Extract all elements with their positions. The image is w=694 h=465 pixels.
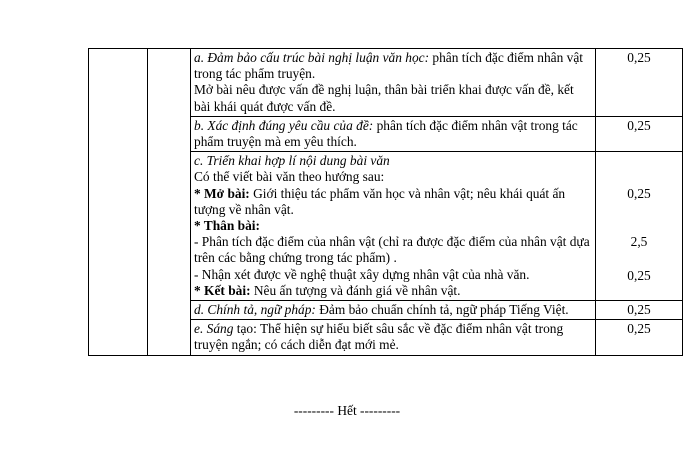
criterion-a-text: phân tích đặc điểm nhân vật trong tác phẩm truyện.: [194, 50, 584, 82]
score-b: [596, 116, 683, 151]
criterion-c-intro: Có thể viết bài văn theo hướng sau:: [194, 169, 385, 185]
than-bai-point-1: - Phân tích đặc điểm của nhân vật (chỉ ra được đặc điểm của nhân vật dựa trên các bằng chứng trong tác phẩm) .: [194, 234, 590, 266]
score-value: 0,25: [627, 302, 651, 318]
rubric-table: [88, 48, 683, 356]
empty-cell: [89, 49, 148, 356]
criterion-a-detail: Mở bài nêu được vấn đề nghị luận, thân bài triển khai được vấn đề, kết bài khái quát được vấn đề.: [194, 82, 574, 114]
score-value: 0,25: [627, 117, 651, 133]
than-bai-2-score: 0,25: [627, 268, 651, 284]
end-marker: --------- Hết ---------: [293, 403, 401, 418]
ket-bai-text: Nêu ấn tượng và đánh giá về nhân vật.: [250, 282, 461, 298]
score-e: [596, 320, 683, 355]
score-d: [596, 301, 683, 320]
criterion-b-title: b. Xác định đúng yêu cầu của đề:: [194, 117, 374, 133]
empty-cell: [148, 49, 191, 356]
criterion-e-text: tạo: Thể hiện sự hiểu biết sâu sắc về đặc điểm nhân vật trong truyện ngắn; có cách diễn đạt mới mẻ.: [194, 321, 564, 353]
table-row: [89, 49, 683, 117]
than-bai-1-score: 2,5: [630, 234, 648, 250]
criterion-b: [191, 116, 596, 151]
criterion-d: [191, 301, 596, 320]
mo-bai-text: Giới thiệu tác phẩm văn học và nhân vật; nêu khái quát ấn tượng về nhân vật.: [194, 185, 566, 217]
criterion-c: [191, 152, 596, 301]
than-bai-point-2: - Nhận xét được về nghệ thuật xây dựng nhân vật của nhà văn.: [194, 266, 530, 282]
score-value: 0,25: [627, 321, 651, 337]
criterion-c-title: c. Triển khai hợp lí nội dung bài văn: [194, 153, 390, 169]
score-value: 0,25: [627, 50, 651, 65]
criterion-d-title: d. Chính tả, ngữ pháp:: [194, 302, 316, 318]
than-bai-label: * Thân bài:: [194, 218, 260, 234]
criterion-e: [191, 320, 596, 355]
criterion-e-title: e. Sáng: [194, 321, 234, 337]
criterion-a: [191, 49, 596, 117]
mo-bai-score: 0,25: [627, 186, 651, 202]
criterion-a-title: a. Đảm bảo cấu trúc bài nghị luận văn học:: [194, 50, 430, 65]
criterion-d-text: Đảm bảo chuẩn chính tả, ngữ pháp Tiếng Việt.: [315, 302, 569, 318]
score-c: [596, 152, 683, 301]
criterion-b-text: phân tích đặc điểm nhân vật trong tác phẩm truyện mà em yêu thích.: [194, 117, 578, 150]
mo-bai-label: * Mở bài:: [194, 185, 250, 201]
score-a: [596, 49, 683, 117]
ket-bai-label: * Kết bài:: [194, 282, 251, 298]
